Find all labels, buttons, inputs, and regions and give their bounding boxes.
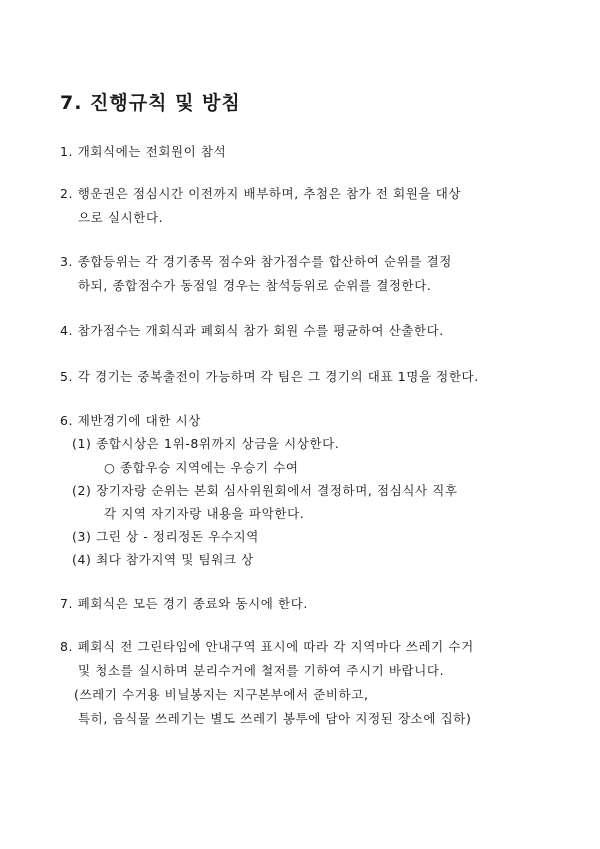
- award-3: (3) 그린 상 - 정리정돈 우수지역: [72, 529, 259, 544]
- section-title: 7. 진행규칙 및 방침: [60, 92, 241, 114]
- item-1-line-1: 1. 개회식에는 전회원이 참석: [60, 144, 227, 159]
- award-2-cont: 각 지역 자기자랑 내용을 파악한다.: [104, 506, 305, 521]
- award-1-note: ○ 종합우승 지역에는 우승기 수여: [104, 460, 299, 475]
- item-8-line-2: 및 청소를 실시하며 분리수거에 철저를 기하여 주시기 바랍니다.: [78, 663, 445, 678]
- item-4-line-1: 4. 참가점수는 개회식과 폐회식 참가 회원 수를 평균하여 산출한다.: [60, 323, 444, 338]
- item-3-line-1: 3. 종합등위는 각 경기종목 점수와 참가점수를 합산하여 순위를 결정: [60, 254, 452, 269]
- item-5-line-1: 5. 각 경기는 중복출전이 가능하며 각 팀은 그 경기의 대표 1명을 정한다.: [60, 369, 479, 384]
- item-6-line-1: 6. 제반경기에 대한 시상: [60, 413, 201, 428]
- item-2-line-2: 으로 실시한다.: [78, 210, 164, 225]
- award-2: (2) 장기자랑 순위는 본회 심사위원회에서 결정하며, 점심식사 직후: [72, 483, 458, 498]
- item-8-line-4: 특히, 음식물 쓰레기는 별도 쓰레기 봉투에 담아 지정된 장소에 집하): [78, 711, 472, 726]
- item-8-line-3: (쓰레기 수거용 비닐봉지는 지구본부에서 준비하고,: [74, 687, 369, 702]
- item-7-line-1: 7. 폐회식은 모든 경기 종료와 동시에 한다.: [60, 596, 308, 611]
- item-2-line-1: 2. 행운권은 점심시간 이전까지 배부하며, 추첨은 참가 전 회원을 대상: [60, 186, 462, 201]
- item-3-line-2: 하되, 종합점수가 동점일 경우는 참석등위로 순위를 결정한다.: [78, 278, 432, 293]
- item-8-line-1: 8. 폐회식 전 그린타임에 안내구역 표시에 따라 각 지역마다 쓰레기 수거: [60, 639, 474, 654]
- award-4: (4) 최다 참가지역 및 팀워크 상: [72, 552, 254, 567]
- award-1: (1) 종합시상은 1위-8위까지 상금을 시상한다.: [72, 436, 340, 451]
